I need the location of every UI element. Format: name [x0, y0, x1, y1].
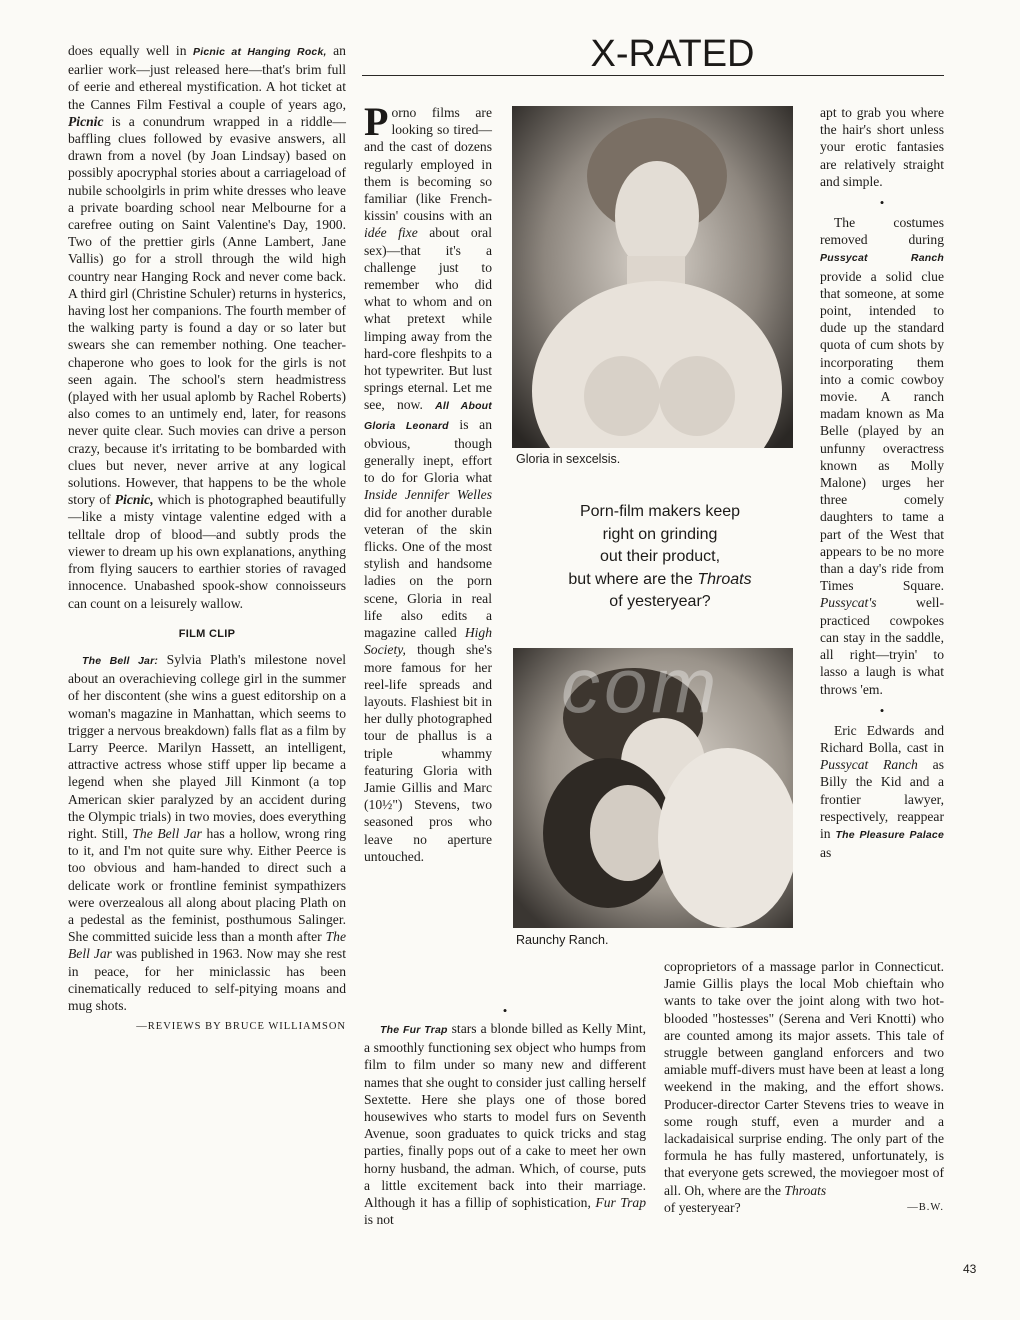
- pull-quote: [520, 501, 800, 614]
- text-run: well-practiced cowpokes can stay in the saddle, all right—tryin' to lasso a laugh is what throws 'em.: [820, 595, 944, 697]
- text-run: Throats: [784, 1182, 827, 1198]
- text-run: coproprietors of a massage parlor in Connecticut. Jamie Gillis plays the local Mob chieftain who wants to take over the joint along with two hot-blooded "hostesses" (Serena and Veri Knotti) who are counted among its major assets. This tale of struggle between gangland enforcers and two amiable muff-divers must have been at least a long weekend in the making, and the effort shows. Producer-director Carter Stevens tries to weave in some rough stuff, even a murder and a lackadaisical surprise ending. The only part of the formula he has fully mastered, unfortunately, is that everyone gets screwed, the moviegoer most of all. Oh, where are the: [664, 959, 944, 1198]
- picnic-review: [68, 42, 346, 612]
- text-run: Eric Edwards and Richard Bolla, cast in: [820, 722, 944, 755]
- column-1: [68, 42, 346, 1035]
- text-run: The costumes removed during: [820, 215, 944, 248]
- text-run: is a conundrum wrapped in a riddle—baffling clues followed by evasive answers, all drawn from a novel (by Joan Lindsay) based on possibly apocryphal stories about a carriageload of nubile schoolgirls in prim white dresses who leave a private boarding school near Melbourne for a carefree outing on Saint Valentine's Day, 1900. Two of the prettier girls (Anne Lambert, Jane Vallis) go for a stroll through the wild high country near Hanging Rock and never come back. A third girl (Christine Schuler) returns in hysterics, having lost her companions. The fourth member of the walking party is found a day or so later but swears she can remember nothing. One teacher-chaperone who goes to look for the girls is not seen again. The school's stern headmistress (played with her usual aplomb by Rachel Roberts) also comes to an untimely end, later, for reasons never quite clear. Such movies can drive a person crazy, because it's irritating to be bombarded with clues but never, never arrive at any logical solutions. However, that happens to be the whole story of: [68, 113, 346, 508]
- section-bullet: •: [502, 1003, 508, 1018]
- reviewer-initials: —B.W.: [907, 1201, 944, 1213]
- text-run: Sylvia Plath's milestone novel about an overachieving college girl in the summer of her discontent (she wins a guest editorship on a woman's magazine in Manhattan, which seems to trigger a nervous breakdown) falls flat as a film by Larry Peerce. Marilyn Hassett, an intelligent, attractive actress whose stiff upper lip became a legend when she played Jill Kinmont (a top American skier paralyzed by an accident during the Olympic trials) in two movies, does everything right. Still,: [68, 651, 347, 841]
- text-run: did for another durable veteran of the skin flicks. One of the most stylish and handsome ladies on the porn scene, Gloria in real life also edits a magazine called: [364, 504, 492, 641]
- column-4-para-1: [820, 104, 944, 190]
- bell-jar-review: [68, 651, 346, 1014]
- text-run: was published in 1963. Now may she rest in peace, for her miniclassic has been cinematically reduced to self-pitying moans and mug shots.: [68, 946, 346, 1013]
- column-2: [364, 99, 492, 865]
- pussycat-ranch-review: [820, 214, 944, 698]
- text-run: apt to grab you where the hair's short unless your erotic fantasies are relatively straight and simple.: [820, 105, 944, 189]
- text-run: stars a blonde billed as Kelly Mint, a smoothly functioning sex object who humps from film to film under so many new and different names that she ought to consider just calling herself Sextette. Here she plays one of those bored housewives who starts to model furs on Seventh Avenue, soon graduates to quick tricks and stag parties, finally pops out of a cake to meet her own horny husband, the adman. Which, of course, puts a little excitement back into their marriage. Although it has a fillip of sophistication,: [364, 1021, 646, 1211]
- text-run: Pussycat's: [820, 595, 877, 611]
- column-3-4-bottom: [664, 958, 944, 1216]
- text-run: Picnic: [68, 113, 104, 129]
- gloria-photo: [512, 106, 793, 448]
- section-bullet: •: [879, 195, 885, 211]
- text-run: The Pleasure Palace: [835, 828, 944, 841]
- pull-quote-line: of yesteryear?: [609, 593, 711, 610]
- text-run: as: [820, 845, 832, 861]
- column-4: [820, 104, 944, 861]
- text-run: The Bell Jar:: [82, 654, 159, 667]
- column-2-bottom: [364, 1002, 646, 1228]
- bottom-photo-caption: Raunchy Ranch.: [516, 933, 609, 947]
- text-run: idée fixe: [364, 225, 418, 241]
- text-run: orno films are looking so tired—and the cast of dozens regularly employed in them is becoming so familiar (like French-kissin' cousins with an: [364, 105, 492, 224]
- pull-quote-line: right on grinding: [602, 525, 718, 543]
- text-run: The Bell Jar: [68, 929, 346, 962]
- text-run: as Billy the Kid and a frontier lawyer, respectively, reappear in: [820, 757, 944, 841]
- film-clip-heading: FILM CLIP: [178, 627, 236, 640]
- text-run: has a hollow, wrong ring to it, and I'm not quite sure why. Either Peerce is too obvious and ham-handed to direct such a delicate work or frontline feminist sympathizers were overzealous all along about placing Plath on a pedestal as the feminist, posthumous Salinger. She committed suicide less than a month after: [68, 825, 347, 945]
- top-photo-caption: Gloria in sexcelsis.: [516, 452, 621, 466]
- fur-trap-review: [364, 1020, 646, 1228]
- pleasure-palace-intro: [820, 722, 944, 862]
- text-run: about oral sex)—that it's a challenge just to remember who did what to whom and on what pretext while limping away from the hard-core fleshpits to a hot typewriter. But lust springs eternal. Let me see, now.: [364, 225, 492, 413]
- text-run: The Fur Trap: [380, 1024, 448, 1036]
- text-run: The Bell Jar: [132, 825, 202, 841]
- closing-line: [664, 1199, 944, 1216]
- text-run: Pussycat Ranch: [820, 757, 918, 773]
- closing-text: of yesteryear?: [664, 1199, 741, 1215]
- text-run: is an obvious, though generally inept, effort to do for Gloria what: [364, 416, 492, 486]
- gloria-review: [364, 99, 492, 865]
- pull-quote-line: Porn-film makers keep: [579, 503, 741, 520]
- section-bullet: •: [879, 702, 885, 718]
- text-run: All About Gloria Leonard: [364, 400, 492, 432]
- section-title: X-RATED: [590, 33, 755, 75]
- text-run: is not: [364, 1212, 394, 1228]
- text-run: High Society,: [364, 625, 492, 658]
- drop-cap: P: [364, 99, 389, 144]
- text-run: Picnic,: [114, 492, 154, 508]
- header-rule: [362, 75, 944, 76]
- text-run: Picnic at Hanging Rock,: [193, 46, 327, 58]
- text-run: which is photographed beautifully—like a misty vintage valentine edged with a telltale drop of blood—and subtly prods the viewer to dream up his own explanations, anything from flying saucers to earthier stories of ravaged innocence. Unabashed spook-show connoisseurs can count on a leisurely wallow.: [68, 492, 346, 611]
- text-run: Fur Trap: [595, 1195, 646, 1211]
- watermark-text: com: [561, 648, 721, 729]
- text-run: provide a solid clue that someone, at some point, intended to dude up the standard quota of cum shots by incorporating them into a comic cowboy movie. A ranch madam known as Ma Belle (played by an unfunny overactress known as Molly Malone) urges her three comely daughters to tame a part of the West that appears to be no more than a day's ride from Times Square.: [820, 268, 944, 594]
- text-run: though she's more famous for her reel-life spreads and layouts. Flashiest bit in her dully photographed tour de phallus is a triple whammy featuring Gloria with Jamie Gillis and Marc (10½") Stevens, two seasoned pros who leave no aperture untouched.: [364, 642, 492, 864]
- text-run: Inside Jennifer Welles: [364, 487, 492, 503]
- pleasure-palace-review: [664, 958, 944, 1199]
- text-run: an earlier work—just released here—that's brim full of eerie and ethereal mystification. A hot ticket at the Cannes Film Festival a couple of years ago,: [68, 43, 346, 112]
- text-run: does equally well in: [68, 43, 194, 58]
- pull-quote-line: but where are the Throats: [568, 570, 752, 588]
- ranch-photo: [513, 648, 793, 928]
- pull-quote-line: out their product,: [599, 548, 721, 565]
- page-number: 43: [963, 1262, 977, 1276]
- text-run: Pussycat Ranch: [820, 252, 944, 265]
- byline: —REVIEWS BY BRUCE WILLIAMSON: [136, 1021, 346, 1033]
